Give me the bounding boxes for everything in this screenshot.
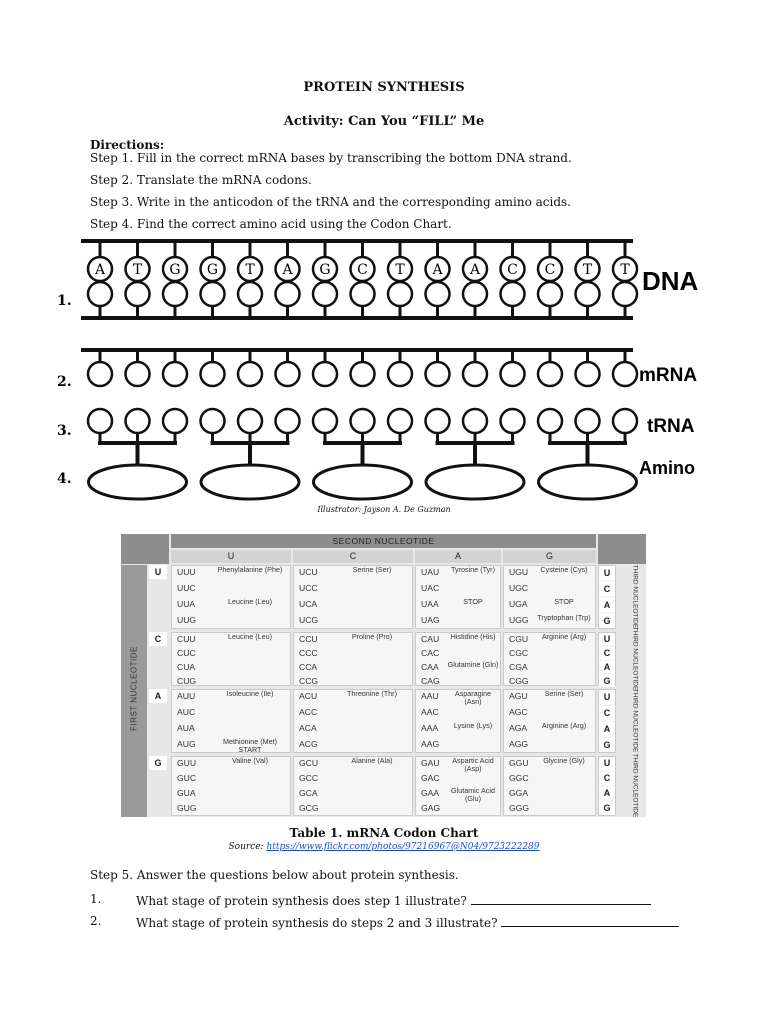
amino-acid-label: Leucine (Leu) <box>228 597 272 606</box>
codon: GCU <box>299 758 319 768</box>
dna-base-label: G <box>319 262 331 278</box>
chart-corner-right <box>598 534 646 564</box>
question-text: What stage of protein synthesis does step 1 illustrate? <box>136 894 467 908</box>
page-title: PROTEIN SYNTHESIS <box>303 80 465 95</box>
second-nucleotide-letter: A <box>415 550 501 563</box>
amino-acid-label: Methionine (Met) START <box>223 737 277 754</box>
third-nucleotide-letter: C <box>599 706 615 720</box>
amino-acid-label: Glutamine (Gln) <box>447 660 499 669</box>
amino-acid-label: Serine (Ser) <box>352 565 392 574</box>
codon: GAU <box>421 758 440 768</box>
third-nucleotide-letter: G <box>599 738 615 752</box>
mrna-base-circle <box>201 362 225 386</box>
codon: UCU <box>299 567 318 577</box>
dna-base-label: T <box>582 262 593 278</box>
codon: CAU <box>421 634 440 644</box>
dna-bottom-base-circle <box>388 282 412 306</box>
codon: CCC <box>299 648 318 658</box>
dna-base-label: A <box>469 262 481 278</box>
codon: GUC <box>177 773 197 783</box>
third-nucleotide-letter: G <box>599 614 615 628</box>
third-nucleotide-letter: A <box>599 598 615 612</box>
codon: GCA <box>299 788 318 798</box>
dna-base-label: G <box>206 262 219 278</box>
codon: AGC <box>509 707 528 717</box>
table-caption: Table 1. mRNA Codon Chart <box>289 826 479 840</box>
trna-base-circle <box>163 409 187 433</box>
codon: GGU <box>509 758 529 768</box>
codon: GUU <box>177 758 197 768</box>
codon: GAC <box>421 773 440 783</box>
codon: GCG <box>299 803 319 813</box>
question-1 <box>90 892 690 908</box>
codon: UAC <box>421 583 440 593</box>
second-nucleotide-letter: U <box>171 550 291 563</box>
trna-base-circle <box>201 409 225 433</box>
amino-acid-label: Aspartic Acid (Asp) <box>452 756 494 773</box>
third-nucleotide-letter: A <box>599 787 615 800</box>
third-nucleotide-letter: G <box>599 675 615 687</box>
question-text: What stage of protein synthesis do steps 2 and 3 illustrate? <box>136 916 498 930</box>
codon: AGG <box>509 739 529 749</box>
codon: CAG <box>421 676 440 686</box>
codon: UUG <box>177 615 197 625</box>
amino-acid-label: Tyrosine (Tyr) <box>451 565 495 574</box>
trna-base-circle <box>276 409 300 433</box>
question-number: 1. <box>90 892 102 906</box>
amino-acid-label: Asparagine (Asn) <box>454 689 492 706</box>
third-nucleotide-label: THIRD NUCLEOTIDE <box>631 753 639 818</box>
codon: UUA <box>177 599 196 609</box>
row-number: 2. <box>57 374 72 390</box>
codon: AAA <box>421 723 439 733</box>
codon: GAA <box>421 788 440 798</box>
amino-acid-label: Phenylalanine (Phe) <box>217 565 283 574</box>
label-mrna: mRNA <box>639 365 698 386</box>
mrna-base-circle <box>88 362 112 386</box>
codon: CCG <box>299 676 319 686</box>
amino-acid-label: Alanine (Ala) <box>351 756 393 765</box>
codon: CAA <box>421 662 439 672</box>
source-link[interactable]: https://www.flickr.com/photos/97216967@N04/9723222289 <box>266 842 540 852</box>
step-3: Step 3. Write in the anticodon of the tRNA and the corresponding amino acids. <box>90 195 571 209</box>
answer-blank-2[interactable] <box>501 914 679 927</box>
codon: UAU <box>421 567 440 577</box>
codon: AGA <box>509 723 528 733</box>
trna-base-circle <box>388 409 412 433</box>
dna-bottom-base-circle <box>538 282 562 306</box>
step-1: Step 1. Fill in the correct mRNA bases by transcribing the bottom DNA strand. <box>90 151 572 165</box>
third-nucleotide-letter: U <box>599 566 615 580</box>
trna-base-circle <box>88 409 112 433</box>
dna-bottom-base-circle <box>201 282 225 306</box>
codon: AUA <box>177 723 195 733</box>
first-nucleotide-label: FIRST NUCLEOTIDE <box>129 646 139 731</box>
dna-bottom-base-circle <box>313 282 337 306</box>
dna-bottom-base-circle <box>238 282 262 306</box>
mrna-base-circle <box>538 362 562 386</box>
third-nucleotide-letter: G <box>599 802 615 815</box>
amino-acid-label: Glutamic Acid (Glu) <box>451 786 495 803</box>
step-4: Step 4. Find the correct amino acid using the Codon Chart. <box>90 217 452 231</box>
step-2: Step 2. Translate the mRNA codons. <box>90 173 312 187</box>
codon: AUG <box>177 739 196 749</box>
trna-base-circle <box>501 409 525 433</box>
amino-acid-ellipse <box>314 465 412 499</box>
third-nucleotide-label: THIRD NUCLEOTIDE <box>631 626 639 691</box>
third-nucleotide-label: THIRD NUCLEOTIDE <box>631 688 639 753</box>
codon: UCC <box>299 583 318 593</box>
third-nucleotide-letter: U <box>599 690 615 704</box>
mrna-base-circle <box>351 362 375 386</box>
source-label: Source: <box>228 842 267 852</box>
amino-acid-label: Threonine (Thr) <box>347 689 397 698</box>
amino-acid-label: Lysine (Lys) <box>453 721 493 730</box>
dna-bottom-base-circle <box>276 282 300 306</box>
dna-base-label: C <box>544 262 556 278</box>
codon: CUC <box>177 648 196 658</box>
trna-base-circle <box>426 409 450 433</box>
codon: CAC <box>421 648 440 658</box>
third-nucleotide-letter: A <box>599 722 615 736</box>
illustrator-credit: Illustrator: Jayson A. De Guzman <box>317 505 451 514</box>
dna-bottom-base-circle <box>351 282 375 306</box>
first-nucleotide-letter: G <box>149 756 167 770</box>
amino-acid-label: Arginine (Arg) <box>541 632 587 641</box>
mrna-base-circle <box>576 362 600 386</box>
third-nucleotide-letter: U <box>599 757 615 770</box>
codon: CGC <box>509 648 529 658</box>
codon-chart <box>121 534 646 817</box>
codon: AAC <box>421 707 439 717</box>
mrna-base-circle <box>276 362 300 386</box>
amino-acid-ellipse <box>539 465 637 499</box>
codon: AGU <box>509 691 528 701</box>
codon: GGA <box>509 788 529 798</box>
second-nucleotide-letter: C <box>293 550 413 563</box>
codon: CGA <box>509 662 528 672</box>
second-nucleotide-header: SECOND NUCLEOTIDE <box>171 534 596 548</box>
amino-acid-ellipse <box>201 465 299 499</box>
amino-acid-ellipse <box>89 465 187 499</box>
dna-base-label: A <box>282 262 293 278</box>
first-nucleotide-letter: C <box>149 632 167 646</box>
trna-base-circle <box>463 409 487 433</box>
codon: AAU <box>421 691 439 701</box>
codon: AUC <box>177 707 196 717</box>
third-nucleotide-letter: A <box>599 661 615 673</box>
label-trna: tRNA <box>647 416 695 437</box>
codon: UCA <box>299 599 318 609</box>
codon: ACU <box>299 691 318 701</box>
codon: ACG <box>299 739 318 749</box>
codon: AAG <box>421 739 440 749</box>
codon: UGU <box>509 567 529 577</box>
codon: GUG <box>177 803 197 813</box>
dna-bottom-base-circle <box>501 282 525 306</box>
amino-acid-label: Glycine (Gly) <box>543 756 585 765</box>
first-nucleotide-letter: U <box>149 565 167 579</box>
third-nucleotide-letter: C <box>599 772 615 785</box>
codon: UCG <box>299 615 319 625</box>
amino-acid-label: STOP <box>554 597 574 606</box>
codon: UUC <box>177 583 196 593</box>
amino-acid-label: STOP <box>463 597 483 606</box>
dna-base-label: G <box>169 262 181 278</box>
dna-bottom-base-circle <box>88 282 112 306</box>
amino-acid-label: Proline (Pro) <box>351 632 393 641</box>
third-nucleotide-letter: C <box>599 582 615 596</box>
amino-acid-label: Leucine (Leu) <box>228 632 272 641</box>
mrna-base-circle <box>388 362 412 386</box>
codon: UGG <box>509 615 529 625</box>
codon: GUA <box>177 788 196 798</box>
activity-title: Activity: Can You “FILL” Me <box>283 114 485 129</box>
dna-base-label: T <box>395 262 405 278</box>
second-nucleotide-letter: G <box>503 550 596 563</box>
dna-bottom-base-circle <box>576 282 600 306</box>
codon: UUU <box>177 567 196 577</box>
trna-base-circle <box>238 409 262 433</box>
chart-corner <box>121 534 169 564</box>
dna-bottom-base-circle <box>426 282 450 306</box>
source-line <box>0 842 768 852</box>
protein-synthesis-diagram <box>0 236 768 504</box>
amino-acid-ellipse <box>426 465 524 499</box>
label-amino: Amino <box>639 458 695 478</box>
third-nucleotide-label: THIRD NUCLEOTIDE <box>631 564 639 629</box>
amino-acid-label: Serine (Ser) <box>544 689 584 698</box>
trna-base-circle <box>313 409 337 433</box>
codon: UGC <box>509 583 529 593</box>
first-nucleotide-letter: A <box>149 689 167 703</box>
mrna-base-circle <box>463 362 487 386</box>
dna-base-label: C <box>507 262 518 278</box>
third-nucleotide-letter: U <box>599 633 615 645</box>
third-nucleotide-letter: C <box>599 647 615 659</box>
amino-acid-label: Histidine (His) <box>450 632 496 641</box>
amino-acid-label: Isoleucine (Ile) <box>226 689 274 698</box>
codon: CGG <box>509 676 529 686</box>
trna-base-circle <box>576 409 600 433</box>
dna-bottom-base-circle <box>613 282 637 306</box>
mrna-base-circle <box>426 362 450 386</box>
dna-bottom-base-circle <box>126 282 150 306</box>
trna-base-circle <box>351 409 375 433</box>
dna-bottom-base-circle <box>463 282 487 306</box>
row-number: 3. <box>57 423 72 439</box>
dna-base-label: C <box>357 262 368 278</box>
codon: GCC <box>299 773 319 783</box>
codon: ACA <box>299 723 317 733</box>
codon: AUU <box>177 691 196 701</box>
mrna-base-circle <box>163 362 187 386</box>
dna-base-label: A <box>94 262 106 278</box>
codon: GGG <box>509 803 530 813</box>
question-2 <box>90 914 690 930</box>
codon: ACC <box>299 707 318 717</box>
codon: UAG <box>421 615 440 625</box>
mrna-base-circle <box>613 362 637 386</box>
trna-base-circle <box>613 409 637 433</box>
codon: CCA <box>299 662 318 672</box>
codon: CUA <box>177 662 196 672</box>
trna-base-circle <box>538 409 562 433</box>
row-number: 1. <box>57 293 72 309</box>
codon: GGC <box>509 773 529 783</box>
codon: UGA <box>509 599 528 609</box>
dna-base-label: T <box>132 262 143 278</box>
amino-acid-label: Arginine (Arg) <box>541 721 587 730</box>
codon: GAG <box>421 803 441 813</box>
mrna-base-circle <box>238 362 262 386</box>
trna-base-circle <box>126 409 150 433</box>
dna-bottom-base-circle <box>163 282 187 306</box>
codon: CUG <box>177 676 197 686</box>
codon: UAA <box>421 599 439 609</box>
dna-base-label: T <box>620 262 630 278</box>
codon: CUU <box>177 634 196 644</box>
mrna-base-circle <box>313 362 337 386</box>
amino-acid-label: Cysteine (Cys) <box>540 565 588 574</box>
dna-base-label: T <box>245 262 255 278</box>
answer-blank-1[interactable] <box>471 892 651 905</box>
mrna-base-circle <box>126 362 150 386</box>
dna-base-label: A <box>432 262 443 278</box>
row-number: 4. <box>57 471 72 487</box>
amino-acid-label: Valine (Val) <box>231 756 269 765</box>
amino-acid-label: Tryptophan (Trp) <box>537 613 591 622</box>
mrna-base-circle <box>501 362 525 386</box>
codon: CCU <box>299 634 318 644</box>
question-number: 2. <box>90 914 102 928</box>
codon: CGU <box>509 634 529 644</box>
label-dna: DNA <box>642 266 699 296</box>
step-5: Step 5. Answer the questions below about protein synthesis. <box>90 868 459 882</box>
directions-label: Directions: <box>90 138 165 152</box>
